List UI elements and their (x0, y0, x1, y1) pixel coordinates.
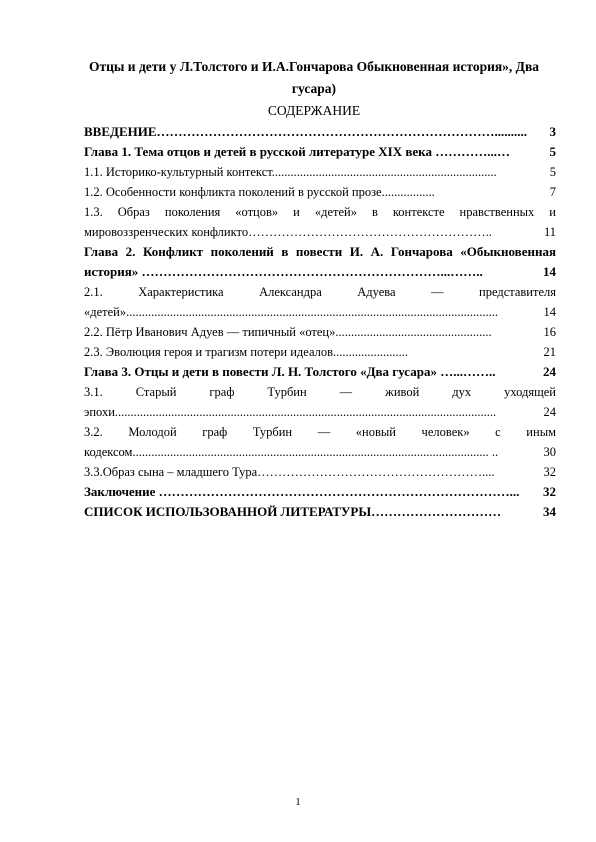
toc-entry-text: эпохи.......................................................................................................................... (84, 405, 497, 419)
toc-entry (84, 502, 556, 522)
toc-entry (84, 462, 556, 482)
toc-entry-page: 11 (543, 225, 556, 239)
toc-entry-page: 3 (549, 124, 556, 139)
toc-entry-text: «детей»....................................................................................................................... (84, 305, 498, 319)
toc-entry (84, 122, 556, 142)
toc-entry-text: 2.3. Эволюция героя и трагизм потери идеалов........................ (84, 345, 408, 359)
toc-entry-page: 5 (549, 144, 556, 159)
toc-entry-text: Заключение ………………………………………………………………………... (84, 484, 520, 499)
toc-entry (84, 482, 556, 502)
toc-entry-text: 1.1. Историко-культурный контекст........................................................................ (84, 165, 497, 179)
toc-entry (84, 322, 556, 342)
toc-entry-text: 1.3. Образ поколения «отцов» и «детей» в контексте нравственных и (84, 205, 556, 219)
toc-entry-text: 1.2. Особенности конфликта поколений в русской прозе................. (84, 185, 435, 199)
toc-entry-text: 2.1. Характеристика Александра Адуева — представителя (84, 285, 556, 299)
toc-entry (84, 422, 556, 442)
toc-entry (84, 282, 556, 302)
contents-heading: СОДЕРЖАНИЕ (267, 103, 361, 118)
toc-entry (84, 222, 556, 242)
toc-entry-page: 24 (543, 364, 556, 379)
toc-entry (84, 202, 556, 222)
toc-entry-text: 3.3.Образ сына – младшего Тура……………………………………………….... (84, 465, 495, 479)
toc-entry-text: история» ……………………………………………………………...…….. (84, 264, 483, 279)
toc-entry (84, 182, 556, 202)
toc-entry-page: 5 (549, 165, 556, 179)
toc-entry-text: кодексом.................................................................................................................. .. (84, 445, 499, 459)
toc-entry (84, 402, 556, 422)
toc-entry-page: 32 (543, 484, 556, 499)
toc-entry-page: 30 (543, 445, 556, 459)
toc-entry-page: 14 (543, 305, 556, 319)
page-number: 1 (295, 796, 301, 808)
toc-entry-page: 32 (543, 465, 556, 479)
toc-entry-page: 24 (543, 405, 556, 419)
toc-entry-text: Глава 3. Отцы и дети в повести Л. Н. Толстого «Два гусара» …...…….. (84, 364, 496, 379)
toc-entry (84, 442, 556, 462)
toc-entry (84, 162, 556, 182)
document-title: Отцы и дети у Л.Толстого и И.А.Гончарова Обыкновенная история», Два гусара) (88, 59, 539, 96)
toc-entry-text: Глава 2. Конфликт поколений в повести И. А. Гончарова «Обыкновенная (84, 244, 556, 259)
toc-entry-page: 7 (549, 185, 556, 199)
toc-entry (84, 362, 556, 382)
toc-entry-text: СПИСОК ИСПОЛЬЗОВАННОЙ ЛИТЕРАТУРЫ………………………… (84, 504, 502, 519)
toc-entry-text: ВВЕДЕНИЕ…………………………………………………………………….......... (84, 124, 528, 139)
toc-entry (84, 342, 556, 362)
toc-entry-page: 21 (543, 345, 556, 359)
toc-entry-text: 3.1. Старый граф Турбин — живой дух уходящей (84, 385, 556, 399)
toc-entry (84, 242, 556, 262)
toc-entry-text: 3.2. Молодой граф Турбин — «новый человек» с иным (84, 425, 556, 439)
toc-entry-text: мировоззренческих конфликто………………………………………………….. (84, 225, 492, 239)
toc-entry (84, 262, 556, 282)
toc-entry (84, 382, 556, 402)
table-of-contents (84, 122, 556, 522)
toc-entry-page: 34 (543, 504, 556, 519)
toc-entry-text: Глава 1. Тема отцов и детей в русской литературе XIX века …………...… (84, 144, 510, 159)
toc-entry-page: 14 (543, 264, 556, 279)
toc-entry-text: 2.2. Пётр Иванович Адуев — типичный «отец».................................................. (84, 325, 492, 339)
toc-entry (84, 302, 556, 322)
toc-entry (84, 142, 556, 162)
toc-entry-page: 16 (543, 325, 556, 339)
